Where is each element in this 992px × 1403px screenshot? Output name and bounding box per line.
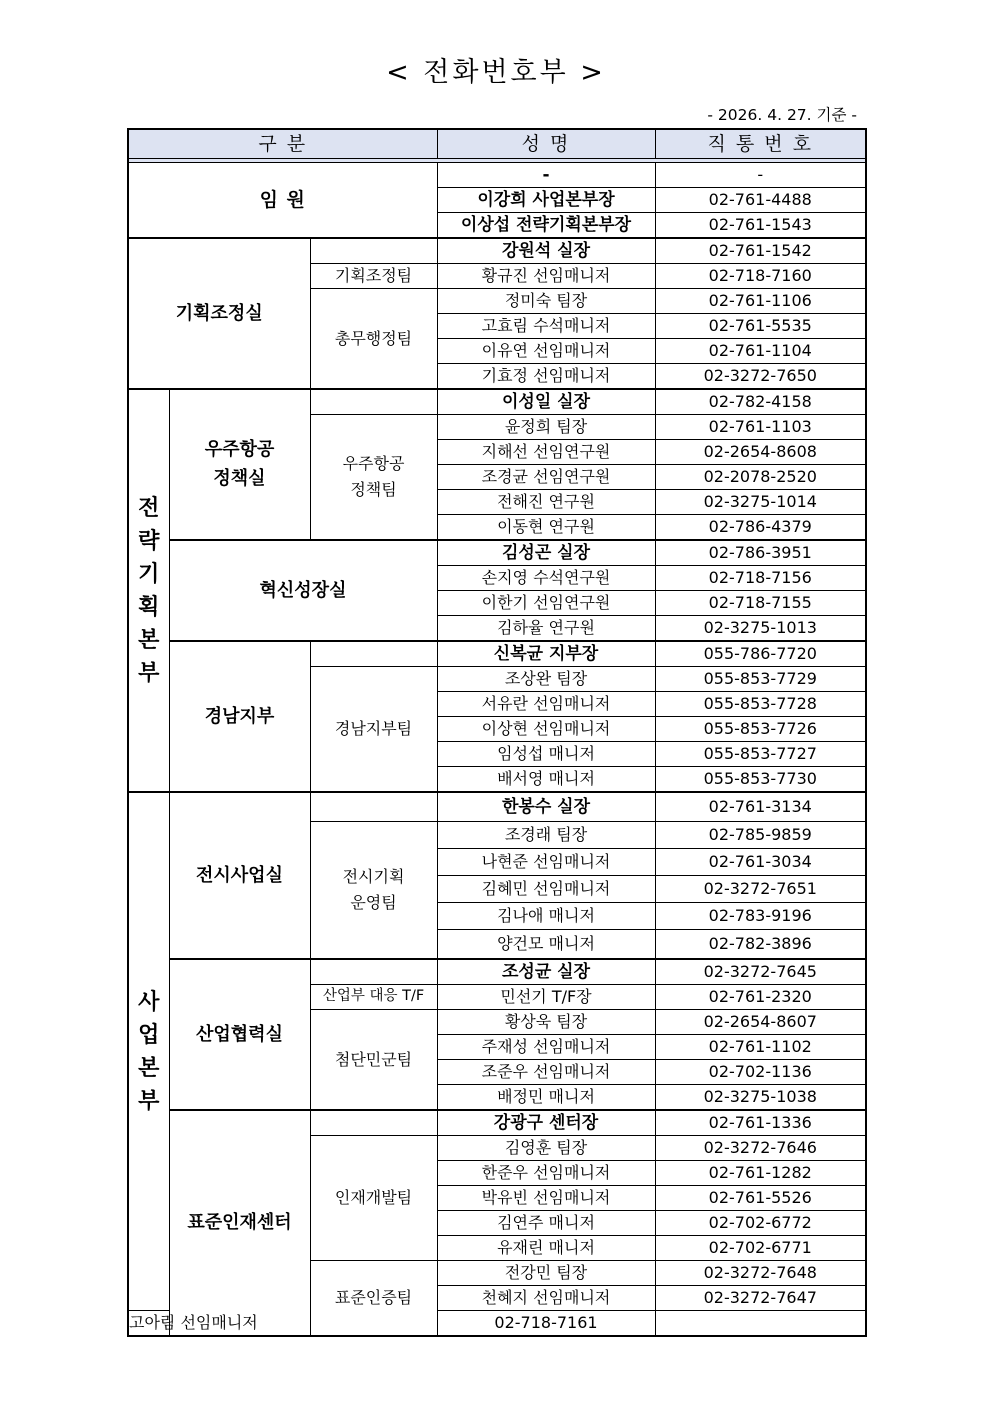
name-cell: 고아림 선임매니저 [128, 1311, 169, 1337]
team-label: 인재개발팀 [310, 1136, 437, 1261]
header-division: 구 분 [128, 129, 437, 159]
name-cell: 임성섭 매니저 [437, 742, 655, 767]
phone-cell: 02-761-1336 [655, 1110, 866, 1136]
phone-cell: 02-761-5526 [655, 1186, 866, 1211]
name-cell: 이성일 실장 [437, 389, 655, 415]
phone-cell: 02-2078-2520 [655, 465, 866, 490]
phone-cell: 02-782-4158 [655, 389, 866, 415]
phone-cell: 02-761-1102 [655, 1035, 866, 1060]
name-cell: 강원석 실장 [437, 238, 655, 264]
phone-cell: 02-702-6772 [655, 1211, 866, 1236]
business-hq-label: 사 업 본 부 [128, 792, 169, 1311]
phone-cell: 02-3275-1038 [655, 1085, 866, 1111]
phone-cell: 02-3275-1013 [655, 616, 866, 642]
phone-cell: 02-2654-8607 [655, 1010, 866, 1035]
phone-cell: 02-761-4488 [655, 188, 866, 213]
name-cell: 황상욱 팀장 [437, 1010, 655, 1035]
exec-label: 임 원 [128, 163, 437, 239]
name-cell: 김성곤 실장 [437, 540, 655, 566]
phone-cell: 02-785-9859 [655, 822, 866, 849]
phone-cell: 055-786-7720 [655, 641, 866, 667]
phone-cell: 02-702-6771 [655, 1236, 866, 1261]
phone-cell: 02-761-2320 [655, 985, 866, 1010]
name-cell: 이한기 선임연구원 [437, 591, 655, 616]
page-title: < 전화번호부 > [386, 57, 606, 88]
name-cell: 양건모 매니저 [437, 930, 655, 960]
phone-cell: 055-853-7730 [655, 767, 866, 793]
phone-cell: 02-718-7155 [655, 591, 866, 616]
header-row [128, 129, 866, 159]
phone-cell: 02-761-3134 [655, 792, 866, 822]
table-row [128, 959, 866, 985]
name-cell: 정미숙 팀장 [437, 289, 655, 314]
phone-cell: 02-761-1106 [655, 289, 866, 314]
name-cell: 신복균 지부장 [437, 641, 655, 667]
phone-cell: 02-783-9196 [655, 903, 866, 930]
phone-cell: 055-853-7727 [655, 742, 866, 767]
phone-cell: 02-786-3951 [655, 540, 866, 566]
phone-cell: 02-761-3034 [655, 849, 866, 876]
name-cell: 조준우 선임매니저 [437, 1060, 655, 1085]
name-cell: 주재성 선임매니저 [437, 1035, 655, 1060]
name-cell: 전해진 연구원 [437, 490, 655, 515]
phone-cell: 02-786-4379 [655, 515, 866, 541]
strategy-hq-label: 전 략 기 획 본 부 [128, 389, 169, 792]
phone-cell: 02-3272-7647 [655, 1286, 866, 1311]
name-cell: 전강민 팀장 [437, 1261, 655, 1286]
table-row [128, 389, 866, 415]
team-label: 기획조정팀 [310, 264, 437, 289]
exhibit-office-label: 전시사업실 [169, 792, 310, 959]
aero-office-label: 우주항공 정책실 [169, 389, 310, 540]
phone-cell: 02-718-7160 [655, 264, 866, 289]
phone-directory-table [127, 128, 867, 1337]
phone-cell: 055-853-7728 [655, 692, 866, 717]
table-row [128, 792, 866, 822]
name-cell: 김혜민 선임매니저 [437, 876, 655, 903]
team-label: 표준인증팀 [310, 1261, 437, 1337]
name-cell: 한준우 선임매니저 [437, 1161, 655, 1186]
name-cell: 지해선 선임연구원 [437, 440, 655, 465]
phone-cell: 02-3272-7646 [655, 1136, 866, 1161]
name-cell: - [437, 163, 655, 188]
name-cell: 천혜지 선임매니저 [437, 1286, 655, 1311]
team-label: 우주항공 정책팀 [310, 415, 437, 541]
name-cell: 배정민 매니저 [437, 1085, 655, 1111]
table-row [128, 641, 866, 667]
phone-cell: 02-761-1282 [655, 1161, 866, 1186]
phone-cell: 02-718-7161 [437, 1311, 655, 1337]
table-row [128, 163, 866, 188]
phone-cell: 055-853-7729 [655, 667, 866, 692]
phone-cell: 02-2654-8608 [655, 440, 866, 465]
phone-cell: 02-3272-7651 [655, 876, 866, 903]
team-label: 첨단민군팀 [310, 1010, 437, 1111]
name-cell: 김하율 연구원 [437, 616, 655, 642]
name-cell: 강광구 센터장 [437, 1110, 655, 1136]
phone-cell: - [655, 163, 866, 188]
innov-office-label: 혁신성장실 [169, 540, 437, 641]
name-cell: 나현준 선임매니저 [437, 849, 655, 876]
gyeongnam-label: 경남지부 [169, 641, 310, 792]
phone-cell: 02-3275-1014 [655, 490, 866, 515]
phone-cell: 02-702-1136 [655, 1060, 866, 1085]
phone-cell: 02-761-5535 [655, 314, 866, 339]
name-cell: 김나애 매니저 [437, 903, 655, 930]
phone-cell: 02-3272-7650 [655, 364, 866, 390]
name-cell: 조경래 팀장 [437, 822, 655, 849]
name-cell: 기효정 선임매니저 [437, 364, 655, 390]
name-cell: 윤정희 팀장 [437, 415, 655, 440]
name-cell: 조상완 팀장 [437, 667, 655, 692]
team-label: 총무행정팀 [310, 289, 437, 390]
name-cell: 고효림 수석매니저 [437, 314, 655, 339]
name-cell: 박유빈 선임매니저 [437, 1186, 655, 1211]
tf-label: 산업부 대응 T/F [310, 985, 437, 1010]
name-cell: 서유란 선임매니저 [437, 692, 655, 717]
name-cell: 배서영 매니저 [437, 767, 655, 793]
team-label: 경남지부팀 [310, 667, 437, 793]
phone-cell: 02-718-7156 [655, 566, 866, 591]
phone-cell: 02-3272-7645 [655, 959, 866, 985]
name-cell: 손지영 수석연구원 [437, 566, 655, 591]
phone-cell: 055-853-7726 [655, 717, 866, 742]
name-cell: 이동현 연구원 [437, 515, 655, 541]
phone-cell: 02-761-1103 [655, 415, 866, 440]
planning-label: 기획조정실 [128, 238, 310, 389]
team-label: 전시기획 운영팀 [310, 822, 437, 960]
phone-cell: 02-761-1104 [655, 339, 866, 364]
industry-office-label: 산업협력실 [169, 959, 310, 1110]
header-name: 성 명 [437, 129, 655, 159]
phone-cell: 02-761-1542 [655, 238, 866, 264]
phone-cell: 02-3272-7648 [655, 1261, 866, 1286]
date-note: - 2026. 4. 27. 기준 - [707, 106, 857, 124]
table-row [128, 1110, 866, 1136]
talent-center-label: 표준인재센터 [169, 1110, 310, 1336]
table-row [128, 540, 866, 566]
phone-cell: 02-782-3896 [655, 930, 866, 960]
phone-cell: 02-761-1543 [655, 213, 866, 239]
name-cell: 이상현 선임매니저 [437, 717, 655, 742]
name-cell: 이강희 사업본부장 [437, 188, 655, 213]
name-cell: 유재린 매니저 [437, 1236, 655, 1261]
name-cell: 김연주 매니저 [437, 1211, 655, 1236]
name-cell: 이유연 선임매니저 [437, 339, 655, 364]
name-cell: 조성균 실장 [437, 959, 655, 985]
name-cell: 김영훈 팀장 [437, 1136, 655, 1161]
name-cell: 한봉수 실장 [437, 792, 655, 822]
name-cell: 이상섭 전략기획본부장 [437, 213, 655, 239]
name-cell: 민선기 T/F장 [437, 985, 655, 1010]
name-cell: 황규진 선임매니저 [437, 264, 655, 289]
table-row [128, 238, 866, 264]
name-cell: 조경균 선임연구원 [437, 465, 655, 490]
header-phone: 직 통 번 호 [655, 129, 866, 159]
